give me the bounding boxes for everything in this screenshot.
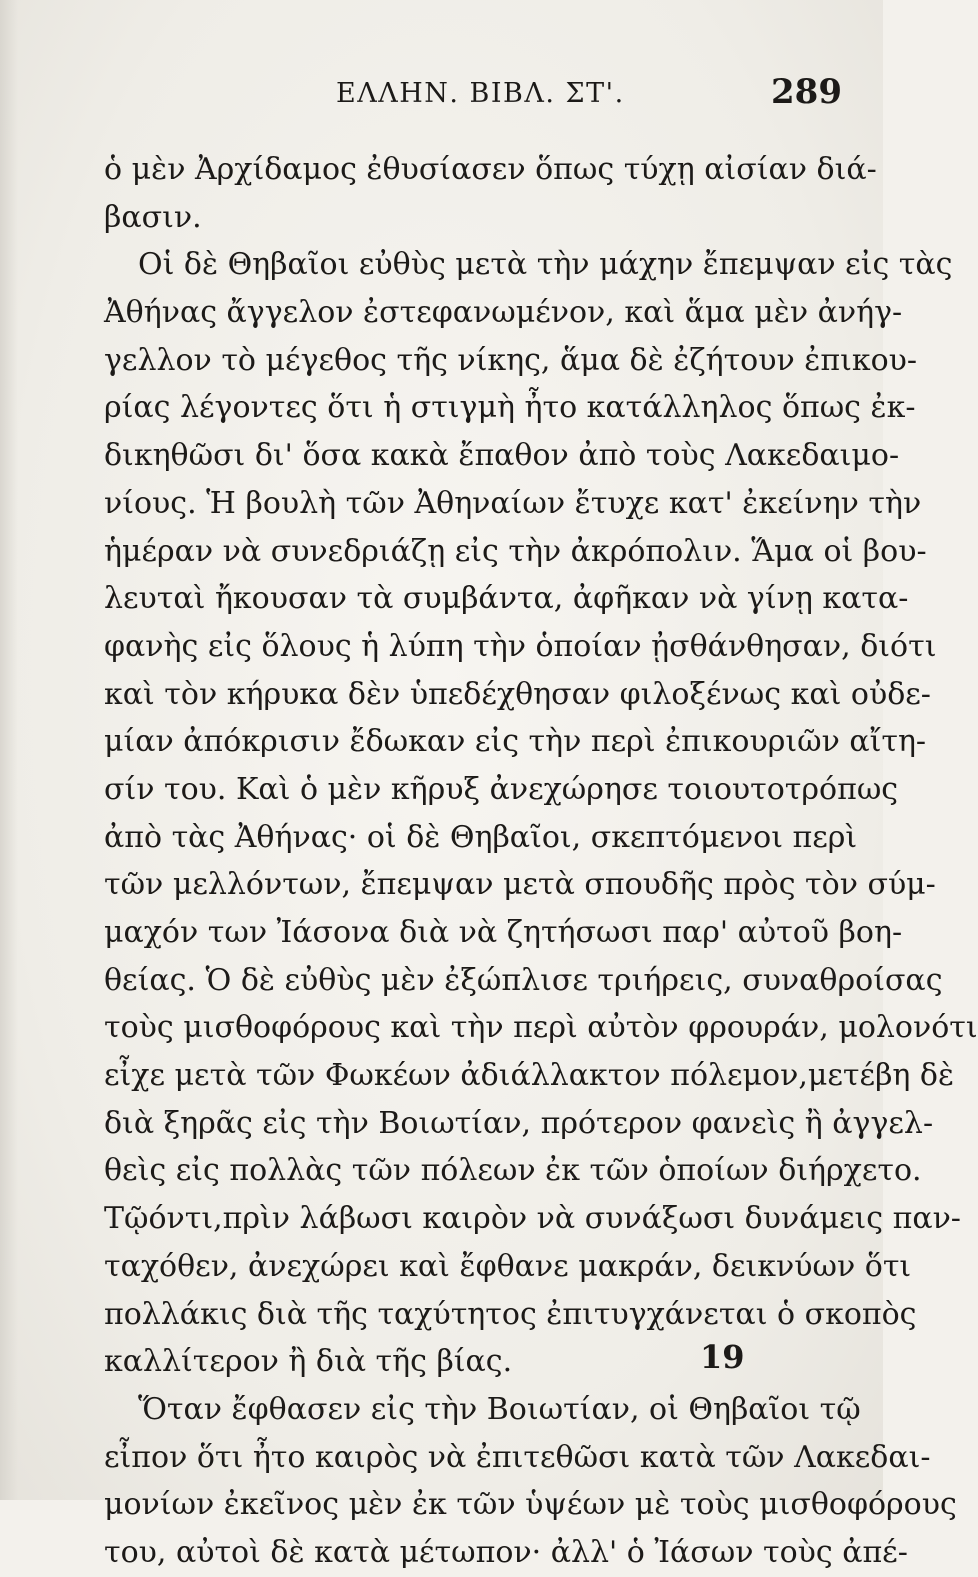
text-line: μίαν ἀπόκρισιν ἔδωκαν εἰς τὴν περὶ ἐπικουριῶν αἴτη- <box>104 724 927 760</box>
text-line: ἡμέραν νὰ συνεδριάζῃ εἰς τὴν ἀκρόπολιν. Ἅμα οἱ βου- <box>104 533 927 569</box>
text-line: καλλίτερον ἢ διὰ τῆς βίας. <box>104 1344 513 1380</box>
page-header <box>104 72 842 116</box>
page-number: 289 <box>771 72 842 112</box>
text-line: εἶχε μετὰ τῶν Φωκέων ἀδιάλλακτον πόλεμον,μετέβη δὲ <box>104 1058 955 1094</box>
text-line: εἶπον ὅτι ἦτο καιρὸς νὰ ἐπιτεθῶσι κατὰ τῶν Λακεδαι- <box>104 1439 931 1475</box>
text-line: μονίων ἐκεῖνος μὲν ἐκ τῶν ὑψέων μὲ τοὺς μισθοφόρους <box>104 1487 957 1523</box>
text-line: Τῷόντι,πρὶν λάβωσι καιρὸν νὰ συνάξωσι δυνάμεις παν- <box>104 1201 961 1237</box>
text-line: του, αὐτοὶ δὲ κατὰ μέτωπον· ἀλλ' ὁ Ἰάσων τοὺς ἀπέ- <box>104 1534 908 1570</box>
text-line: ἀπὸ τὰς Ἀθήνας· οἱ δὲ Θηβαῖοι, σκεπτόμενοι περὶ <box>104 819 858 855</box>
signature-mark: 19 <box>700 1338 745 1376</box>
text-line: Ὅταν ἔφθασεν εἰς τὴν Βοιωτίαν, οἱ Θηβαῖοι τῷ <box>138 1391 861 1427</box>
text-line: βασιν. <box>104 199 202 235</box>
text-line: Ἀθήνας ἄγγελον ἐστεφανωμένον, καὶ ἅμα μὲν ἀνήγ- <box>104 295 903 331</box>
text-line: θεὶς εἰς πολλὰς τῶν πόλεων ἐκ τῶν ὁποίων διήρχετο. <box>104 1153 922 1189</box>
text-line: πολλάκις διὰ τῆς ταχύτητος ἐπιτυγχάνεται ὁ σκοπὸς <box>104 1296 917 1332</box>
text-line: φανὴς εἰς ὅλους ἡ λύπη τὴν ὁποίαν ᾐσθάνθησαν, διότι <box>104 628 937 664</box>
text-line: σίν του. Καὶ ὁ μὲν κῆρυξ ἀνεχώρησε τοιουτοτρόπως <box>104 771 899 807</box>
text-line: δικηθῶσι δι' ὅσα κακὰ ἔπαθον ἀπὸ τοὺς Λακεδαιμο- <box>104 438 900 474</box>
text-line: τῶν μελλόντων, ἔπεμψαν μετὰ σπουδῆς πρὸς τὸν σύμ- <box>104 867 936 903</box>
text-line: γελλον τὸ μέγεθος τῆς νίκης, ἅμα δὲ ἐζήτουν ἐπικου- <box>104 342 918 378</box>
text-line: νίους. Ἡ βουλὴ τῶν Ἀθηναίων ἔτυχε κατ' ἐκείνην τὴν <box>104 485 922 521</box>
text-line: ρίας λέγοντες ὅτι ἡ στιγμὴ ἦτο κατάλληλος ὅπως ἐκ- <box>104 390 916 426</box>
page-edge-shadow <box>0 0 18 1500</box>
text-line: μαχόν των Ἰάσονα διὰ νὰ ζητήσωσι παρ' αὐτοῦ βοη- <box>104 915 903 950</box>
text-line: τοὺς μισθοφόρους καὶ τὴν περὶ αὐτὸν φρουράν, μολονότι <box>104 1010 978 1046</box>
text-line: θείας. Ὁ δὲ εὐθὺς μὲν ἐξώπλισε τριήρεις, συναθροίσας <box>104 962 943 998</box>
text-line: ταχόθεν, ἀνεχώρει καὶ ἔφθανε μακράν, δεικνύων ὅτι <box>104 1248 912 1284</box>
text-line: Οἱ δὲ Θηβαῖοι εὐθὺς μετὰ τὴν μάχην ἔπεμψαν εἰς τὰς <box>138 247 953 283</box>
running-head: ΕΛΛΗΝ. ΒΙΒΛ. ΣΤ'. <box>336 78 625 109</box>
text-line: ὁ μὲν Ἀρχίδαμος ἐθυσίασεν ὅπως τύχῃ αἰσίαν διά- <box>104 152 877 187</box>
text-line: λευταὶ ἤκουσαν τὰ συμβάντα, ἀφῆκαν νὰ γίνῃ κατα- <box>104 581 909 617</box>
text-line: καὶ τὸν κήρυκα δὲν ὑπεδέχθησαν φιλοξένως καὶ οὐδε- <box>104 676 931 712</box>
text-line: διὰ ξηρᾶς εἰς τὴν Βοιωτίαν, πρότερον φανεὶς ἢ ἀγγελ- <box>104 1105 934 1141</box>
